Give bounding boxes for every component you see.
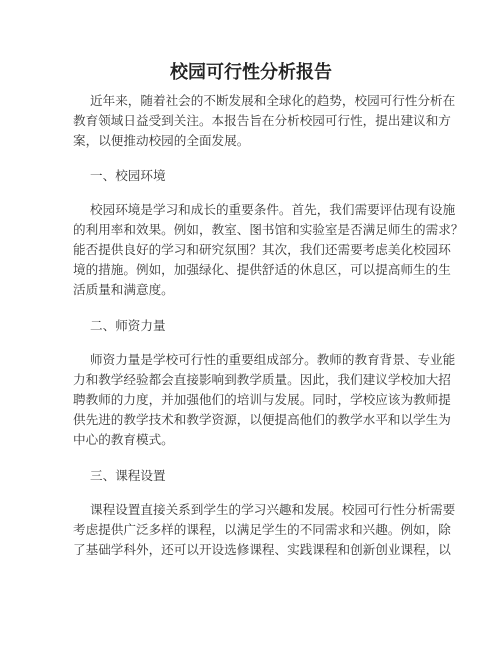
paragraph-line: 能否提供良好的学习和研究氛围？其次，我们还需要考虑美化校园环 bbox=[73, 242, 451, 257]
section-heading: 一、校园环境 bbox=[90, 168, 166, 183]
paragraph-line: 力和教学经验都会直接影响到教学质量。因此，我们建议学校加大招 bbox=[73, 372, 451, 387]
document-title: 校园可行性分析报告 bbox=[170, 62, 332, 83]
paragraph-line: 中心的教育模式。 bbox=[73, 432, 174, 447]
section-heading: 二、师资力量 bbox=[90, 318, 166, 333]
paragraph-line: 供先进的教学技术和教学资源，以便提高他们的教学水平和以学生为 bbox=[73, 412, 451, 427]
paragraph-line: 的利用率和效果。例如，教室、图书馆和实验室是否满足师生的需求？ bbox=[73, 222, 464, 237]
paragraph-line: 教育领域日益受到关注。本报告旨在分析校园可行性，提出建议和方 bbox=[73, 113, 451, 128]
section-heading: 三、课程设置 bbox=[90, 468, 166, 483]
paragraph-line: 近年来，随着社会的不断发展和全球化的趋势，校园可行性分析在 bbox=[90, 93, 456, 108]
paragraph-line: 课程设置直接关系到学生的学习兴趣和发展。校园可行性分析需要 bbox=[90, 502, 456, 517]
paragraph-line: 了基础学科外，还可以开设选修课程、实践课程和创新创业课程，以 bbox=[73, 542, 451, 557]
paragraph-line: 校园环境是学习和成长的重要条件。首先，我们需要评估现有设施 bbox=[90, 202, 456, 217]
paragraph-line: 境的措施。例如，加强绿化、提供舒适的休息区，可以提高师生的生 bbox=[73, 262, 451, 277]
paragraph-line: 师资力量是学校可行性的重要组成部分。教师的教育背景、专业能 bbox=[90, 352, 456, 367]
paragraph-line: 考虑提供广泛多样的课程，以满足学生的不同需求和兴趣。例如，除 bbox=[73, 522, 451, 537]
paragraph-line: 聘教师的力度，并加强他们的培训与发展。同时，学校应该为教师提 bbox=[73, 392, 451, 407]
paragraph-line: 案，以便推动校园的全面发展。 bbox=[73, 133, 250, 148]
paragraph-line: 活质量和满意度。 bbox=[73, 282, 174, 297]
